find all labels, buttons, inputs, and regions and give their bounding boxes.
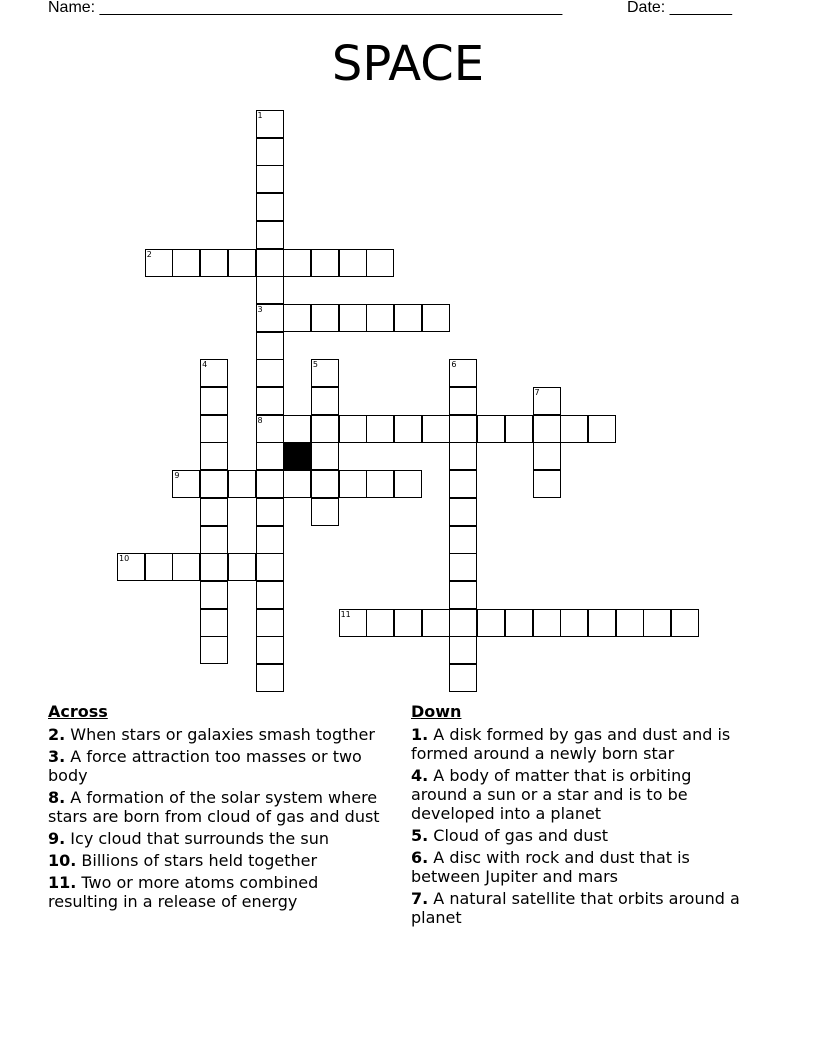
crossword-cell[interactable] (394, 609, 422, 637)
crossword-cell[interactable] (311, 387, 339, 415)
clue-number-label: 9 (174, 471, 180, 481)
crossword-cell[interactable] (256, 609, 284, 637)
crossword-cell[interactable] (200, 526, 228, 554)
clue-number-label: 3 (257, 304, 263, 314)
clue-down-7 (411, 889, 751, 927)
clue-number: 10. (48, 851, 77, 870)
crossword-cell[interactable] (449, 470, 477, 498)
crossword-cell[interactable] (200, 636, 228, 664)
crossword-cell[interactable] (449, 415, 477, 443)
clue-text: A natural satellite that orbits around a planet (411, 889, 740, 927)
crossword-cell[interactable] (256, 415, 284, 443)
crossword-cell[interactable] (228, 470, 256, 498)
crossword-cell[interactable] (533, 470, 561, 498)
crossword-cell[interactable] (449, 636, 477, 664)
crossword-cell[interactable] (477, 415, 505, 443)
crossword-cell[interactable] (200, 249, 228, 277)
across-clues (48, 702, 393, 914)
clue-across-10 (48, 851, 393, 870)
crossword-cell[interactable] (533, 442, 561, 470)
crossword-cell[interactable] (283, 415, 311, 443)
crossword-cell[interactable] (449, 581, 477, 609)
clue-number-label: 1 (257, 111, 263, 120)
crossword-cell[interactable] (533, 609, 561, 637)
clue-number: 8. (48, 788, 66, 807)
clue-number: 7. (411, 889, 429, 908)
crossword-cell[interactable] (311, 304, 339, 332)
down-heading: Down (411, 702, 462, 721)
crossword-cell[interactable] (256, 304, 284, 332)
crossword-cell[interactable] (172, 249, 200, 277)
crossword-cell[interactable] (283, 304, 311, 332)
crossword-cell[interactable] (256, 138, 284, 166)
crossword-cell[interactable] (200, 387, 228, 415)
crossword-cell[interactable] (422, 609, 450, 637)
black-cell (283, 442, 311, 470)
clue-number-label: 11 (340, 609, 351, 619)
clue-number: 11. (48, 873, 77, 892)
crossword-cell[interactable] (449, 526, 477, 554)
crossword-cell[interactable] (449, 498, 477, 526)
crossword-cell[interactable] (283, 470, 311, 498)
clue-number: 1. (411, 725, 429, 744)
crossword-cell[interactable] (366, 415, 394, 443)
crossword-cell[interactable] (145, 553, 173, 581)
crossword-cell[interactable] (449, 387, 477, 415)
crossword-cell[interactable] (339, 304, 367, 332)
crossword-cell[interactable] (256, 359, 284, 387)
crossword-cell[interactable] (560, 609, 588, 637)
crossword-cell[interactable] (117, 553, 145, 581)
crossword-cell[interactable] (311, 415, 339, 443)
down-clues (411, 702, 751, 930)
crossword-cell[interactable] (200, 359, 228, 387)
crossword-cell[interactable] (560, 415, 588, 443)
clue-number-label: 10 (119, 554, 130, 564)
crossword-cell[interactable] (200, 581, 228, 609)
crossword-cell[interactable] (394, 304, 422, 332)
crossword-cell[interactable] (256, 553, 284, 581)
crossword-cell[interactable] (505, 609, 533, 637)
crossword-cell[interactable] (311, 470, 339, 498)
crossword-cell[interactable] (339, 415, 367, 443)
date-field[interactable]: Date: _______ (627, 0, 732, 16)
crossword-cell[interactable] (256, 387, 284, 415)
crossword-cell[interactable] (256, 442, 284, 470)
crossword-cell[interactable] (200, 553, 228, 581)
crossword-cell[interactable] (200, 609, 228, 637)
clue-across-9 (48, 829, 393, 848)
crossword-cell[interactable] (449, 553, 477, 581)
page-title: SPACE (331, 36, 485, 92)
crossword-cell[interactable] (311, 249, 339, 277)
crossword-cell[interactable] (366, 470, 394, 498)
clue-text: A body of matter that is orbiting around a sun or a star and is to be developed into a planet (411, 766, 692, 823)
clue-down-1 (411, 725, 751, 763)
crossword-cell[interactable] (256, 276, 284, 304)
crossword-cell[interactable] (422, 304, 450, 332)
crossword-cell[interactable] (643, 609, 671, 637)
crossword-cell[interactable] (505, 415, 533, 443)
name-field[interactable]: Name: ____________________________________________________ (48, 0, 563, 16)
crossword-cell[interactable] (449, 664, 477, 692)
crossword-cell[interactable] (311, 498, 339, 526)
clue-number: 5. (411, 826, 429, 845)
crossword-cell[interactable] (449, 609, 477, 637)
crossword-cell[interactable] (256, 332, 284, 360)
crossword-cell[interactable] (311, 442, 339, 470)
crossword-cell[interactable] (228, 249, 256, 277)
crossword-cell[interactable] (228, 553, 256, 581)
crossword-cell[interactable] (256, 165, 284, 193)
clue-number-label: 6 (451, 360, 457, 370)
clue-down-4 (411, 766, 751, 823)
clue-number-label: 7 (534, 388, 540, 397)
crossword-cell[interactable] (339, 609, 367, 637)
crossword-cell[interactable] (616, 609, 644, 637)
crossword-cell[interactable] (256, 221, 284, 249)
crossword-cell[interactable] (533, 415, 561, 443)
clue-number: 6. (411, 848, 429, 867)
crossword-cell[interactable] (588, 415, 616, 443)
crossword-cell[interactable] (172, 553, 200, 581)
clue-text: A disc with rock and dust that is between Jupiter and mars (411, 848, 690, 886)
crossword-cell[interactable] (588, 609, 616, 637)
crossword-cell[interactable] (366, 304, 394, 332)
crossword-cell[interactable] (256, 526, 284, 554)
crossword-cell[interactable] (145, 249, 173, 277)
clue-text: Billions of stars held together (76, 851, 318, 870)
crossword-cell[interactable] (366, 609, 394, 637)
crossword-cell[interactable] (200, 442, 228, 470)
crossword-cell[interactable] (394, 470, 422, 498)
clue-across-11 (48, 873, 393, 911)
crossword-cell[interactable] (256, 664, 284, 692)
clue-across-3 (48, 747, 393, 785)
crossword-cell[interactable] (200, 415, 228, 443)
crossword-cell[interactable] (256, 636, 284, 664)
crossword-cell[interactable] (671, 609, 699, 637)
clue-number: 9. (48, 829, 66, 848)
crossword-cell[interactable] (200, 498, 228, 526)
clue-down-5 (411, 826, 751, 845)
crossword-cell[interactable] (533, 387, 561, 415)
crossword-cell[interactable] (256, 249, 284, 277)
clue-text: Icy cloud that surrounds the sun (65, 829, 329, 848)
crossword-cell[interactable] (172, 470, 200, 498)
clue-number-label: 4 (202, 360, 208, 370)
clue-number-label: 2 (146, 249, 152, 259)
clue-text: A formation of the solar system where stars are born from cloud of gas and dust (48, 788, 380, 826)
crossword-cell[interactable] (256, 193, 284, 221)
clue-number: 4. (411, 766, 429, 785)
crossword-cell[interactable] (366, 249, 394, 277)
clue-number-label: 8 (257, 415, 263, 425)
crossword-cell[interactable] (477, 609, 505, 637)
crossword-cell[interactable] (422, 415, 450, 443)
clue-text: Cloud of gas and dust (428, 826, 609, 845)
clue-across-2 (48, 725, 393, 744)
crossword-cell[interactable] (339, 470, 367, 498)
clue-number-label: 5 (312, 360, 318, 370)
crossword-cell[interactable] (256, 581, 284, 609)
crossword-cell[interactable] (311, 359, 339, 387)
clue-number: 2. (48, 725, 66, 744)
clue-down-6 (411, 848, 751, 886)
clue-text: When stars or galaxies smash togther (65, 725, 375, 744)
crossword-cell[interactable] (256, 470, 284, 498)
clue-number: 3. (48, 747, 66, 766)
crossword-cell[interactable] (449, 442, 477, 470)
clue-text: Two or more atoms combined resulting in a release of energy (48, 873, 319, 911)
crossword-cell[interactable] (283, 249, 311, 277)
across-heading: Across (48, 702, 108, 721)
crossword-cell[interactable] (449, 359, 477, 387)
crossword-cell[interactable] (256, 498, 284, 526)
clue-across-8 (48, 788, 393, 826)
clue-text: A disk formed by gas and dust and is formed around a newly born star (411, 725, 731, 763)
crossword-cell[interactable] (200, 470, 228, 498)
crossword-cell[interactable] (394, 415, 422, 443)
crossword-cell[interactable] (339, 249, 367, 277)
clue-text: A force attraction too masses or two body (48, 747, 362, 785)
crossword-cell[interactable] (256, 110, 284, 138)
